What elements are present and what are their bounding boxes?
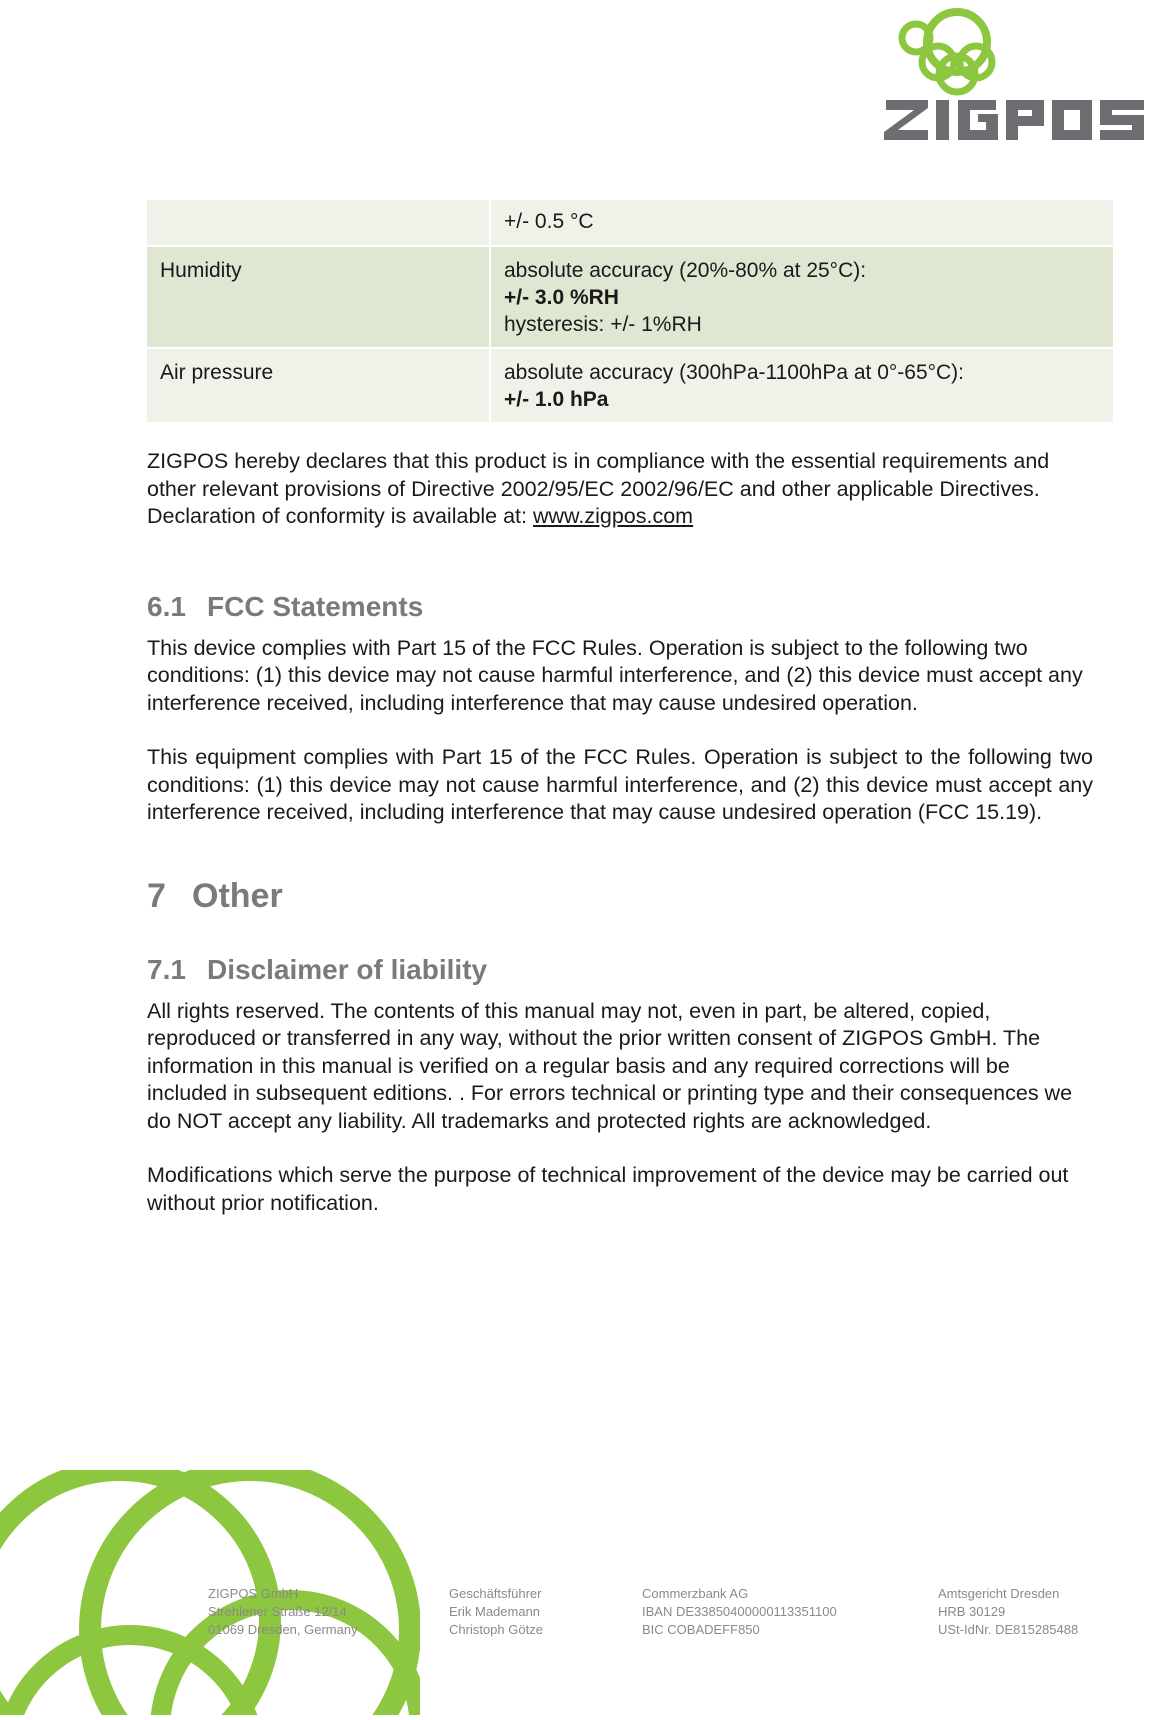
section-number: 6.1 — [147, 590, 186, 622]
footer-bank — [642, 1585, 837, 1639]
footer-line: 01069 Dresden, Germany — [208, 1622, 358, 1637]
footer-line: Amtsgericht Dresden — [938, 1586, 1060, 1601]
footer-line: Commerzbank AG — [642, 1586, 749, 1601]
zigpos-logo-graphic — [880, 0, 1158, 160]
spec-value — [491, 349, 1113, 422]
footer-management — [449, 1585, 543, 1639]
spec-table — [145, 198, 1115, 424]
page-content — [147, 198, 1093, 1217]
section-heading-7 — [147, 877, 1093, 916]
declaration-paragraph — [147, 448, 1093, 531]
footer-line: Erik Mademann — [449, 1604, 541, 1619]
declaration-text: ZIGPOS hereby declares that this product is in compliance with the essential requirements and other relevant provisions of Directive 2002/95/EC 2002/96/EC and other applicable Directives. Declaration of conformity is available at: — [147, 449, 1050, 528]
zigpos-logo — [880, 0, 1158, 160]
section-heading-7-1 — [147, 954, 1093, 986]
fcc-paragraph-2: This equipment complies with Part 15 of the FCC Rules. Operation is subject to the following two conditions: (1) this device may not cause harmful interference, and (2) this device must accept any interference received, including interference that may cause undesired operation (FCC 15.19). — [147, 745, 1093, 824]
footer-line: HRB 30129 — [938, 1604, 1006, 1619]
disclaimer-paragraph-1: All rights reserved. The contents of this manual may not, even in part, be altered, copied, reproduced or transferred in any way, without the prior written consent of ZIGPOS GmbH. The information in this manual is verified on a regular basis and any required corrections will be included in subsequent editions. . For errors technical or printing type and their consequences we do NOT accept any liability. All trademarks and protected rights are acknowledged. — [147, 998, 1073, 1133]
disclaimer-paragraph-2: Modifications which serve the purpose of technical improvement of the device may be carried out without prior notification. — [147, 1163, 1069, 1215]
spec-value-extra: hysteresis: +/- 1%RH — [504, 313, 702, 336]
spec-value-line: absolute accuracy (20%-80% at 25°C): — [504, 259, 867, 282]
spec-value-bold: +/- 3.0 %RH — [504, 286, 619, 309]
table-row — [147, 247, 1113, 347]
spec-value-line: +/- 0.5 °C — [504, 210, 594, 233]
section-title: Disclaimer of liability — [207, 953, 488, 985]
spec-label: Air pressure — [147, 349, 489, 422]
table-row — [147, 200, 1113, 245]
footer-line: BIC COBADEFF850 — [642, 1622, 760, 1637]
footer-court — [938, 1585, 1078, 1639]
footer-company — [208, 1585, 358, 1639]
spec-value-line: absolute accuracy (300hPa-1100hPa at 0°-65°C): — [504, 361, 965, 384]
footer-line: IBAN DE33850400000113351100 — [642, 1604, 837, 1619]
footer-line: Christoph Götze — [449, 1622, 543, 1637]
zigpos-website-link[interactable]: www.zigpos.com — [532, 504, 694, 528]
section-title: Other — [192, 876, 283, 915]
section-number: 7.1 — [147, 953, 186, 985]
fcc-paragraph-1: This device complies with Part 15 of the FCC Rules. Operation is subject to the following two conditions: (1) this device may not cause harmful interference, and (2) this device must accept any interference received, including interference that may cause undesired operation. — [147, 635, 1083, 715]
footer-line: Geschäftsführer — [449, 1586, 542, 1601]
spec-value-bold: +/- 1.0 hPa — [504, 388, 609, 411]
footer-line: ZIGPOS GmbH — [208, 1586, 299, 1601]
section-title: FCC Statements — [207, 590, 424, 622]
footer-line: USt-IdNr. DE815285488 — [938, 1622, 1079, 1637]
spec-label — [147, 200, 489, 245]
footer-line: Strehlener Straße 12/14 — [208, 1604, 347, 1619]
section-number: 7 — [147, 876, 166, 915]
section-heading-6-1 — [147, 591, 1093, 623]
spec-label: Humidity — [147, 247, 489, 347]
table-row — [147, 349, 1113, 422]
spec-value — [491, 247, 1113, 347]
spec-value — [491, 200, 1113, 245]
